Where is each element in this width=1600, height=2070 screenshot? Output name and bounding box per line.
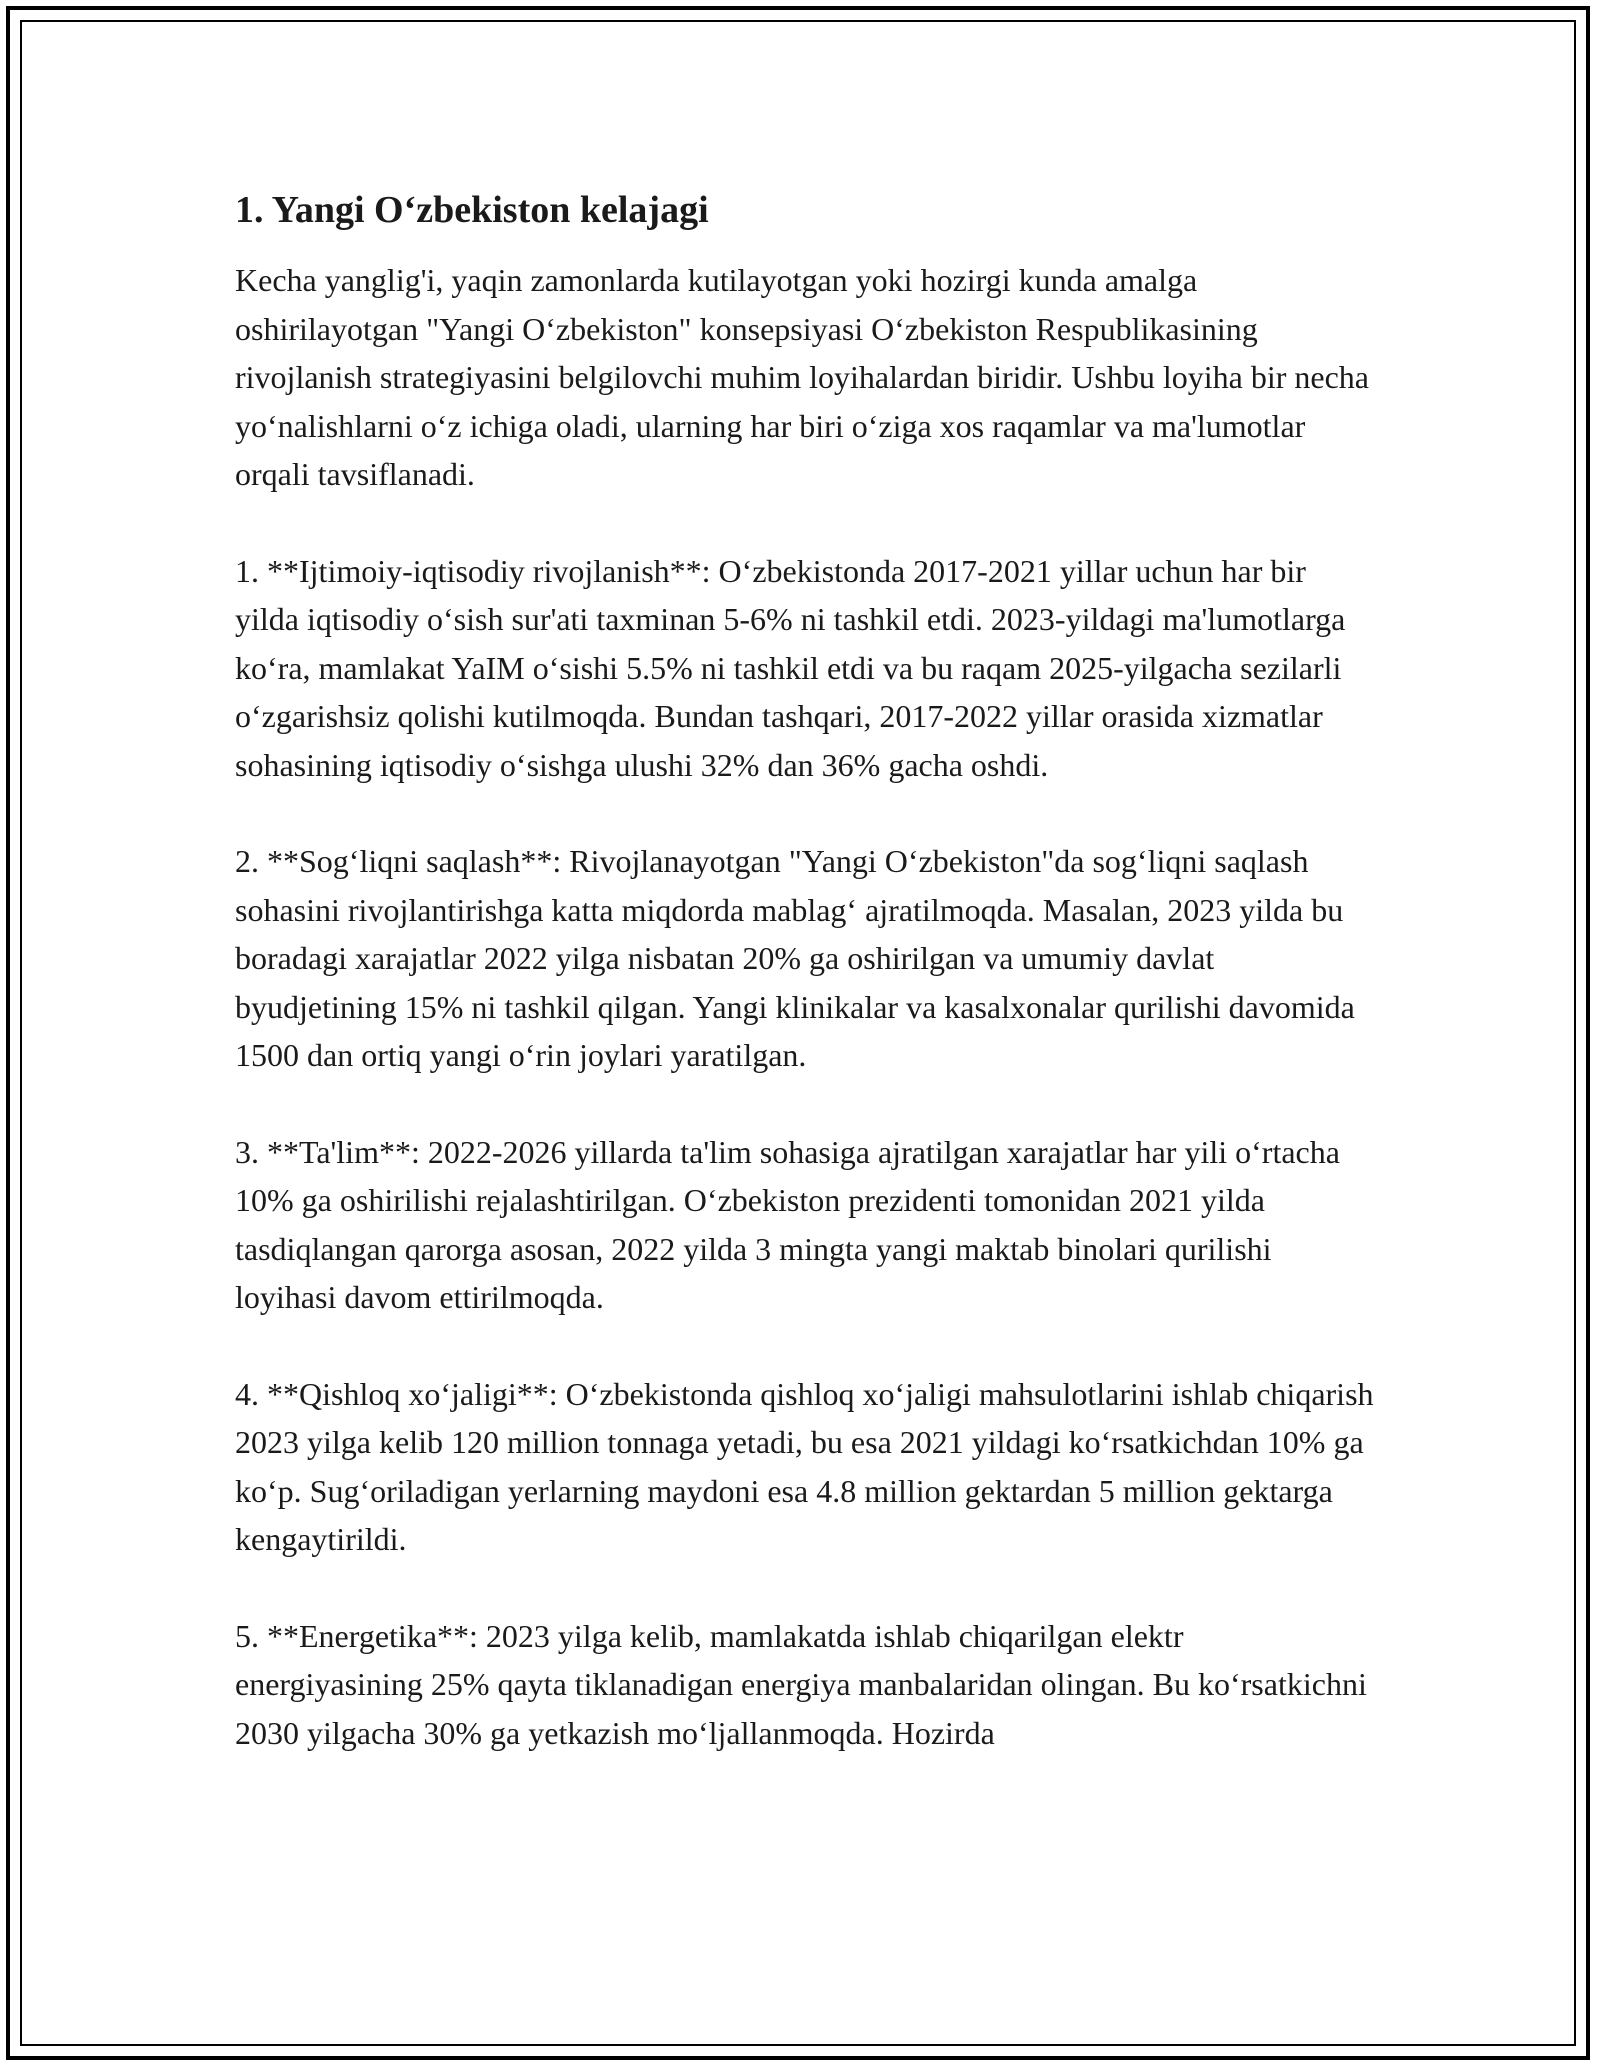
paragraph-energy: 5. **Energetika**: 2023 yilga kelib, mamlakatda ishlab chiqarilgan elektr energiyasining 25% qayta tiklanadigan energiya manbalaridan olingan. Bu ko‘rsatkichni 2030 yilgacha 30% ga yetkazish mo‘ljallanmoqda. Hozirda bbox=[235, 1617, 1367, 1751]
paragraph-healthcare: 2. **Sog‘liqni saqlash**: Rivojlanayotgan "Yangi O‘zbekiston"da sog‘liqni saqlash sohasini rivojlantirishga katta miqdorda mablag‘ ajratilmoqda. Masalan, 2023 yilda bu boradagi xarajatlar 2022 yilga nisbatan 20% ga oshirilgan va umumiy davlat byudjetining 15% ni tashkil qilgan. Yangi klinikalar va kasalxonalar qurilishi davomida 1500 dan ortiq yangi o‘rin joylari yaratilgan. bbox=[235, 843, 1355, 1073]
document-title: 1. Yangi O‘zbekiston kelajagi bbox=[235, 189, 709, 231]
paragraph-education: 3. **Ta'lim**: 2022-2026 yillarda ta'lim sohasiga ajratilgan xarajatlar har yili o‘rtacha 10% ga oshirilishi rejalashtirilgan. O‘zbekiston prezidenti tomonidan 2021 yilda tasdiqlangan qarorga asosan, 2022 yilda 3 mingta yangi maktab binolari qurilishi loyihasi davom ettirilmoqda. bbox=[235, 1133, 1340, 1315]
paragraph-socio-economic: 1. **Ijtimoiy-iqtisodiy rivojlanish**: O‘zbekistonda 2017-2021 yillar uchun har bir yilda iqtisodiy o‘sish sur'ati taxminan 5-6% ni tashkil etdi. 2023-yildagi ma'lumotlarga ko‘ra, mamlakat YaIM o‘sishi 5.5% ni tashkil etdi va bu raqam 2025-yilgacha sezilarli o‘zgarishsiz qolishi kutilmoqda. Bundan tashqari, 2017-2022 yillar orasida xizmatlar sohasining iqtisodiy o‘sishga ulushi 32% dan 36% gacha oshdi. bbox=[235, 552, 1346, 783]
document-page bbox=[235, 186, 1375, 1805]
intro-paragraph: Kecha yanglig'i, yaqin zamonlarda kutilayotgan yoki hozirgi kunda amalga oshirilayotgan "Yangi O‘zbekiston" konsepsiyasi O‘zbekiston Respublikasining rivojlanish strategiyasini belgilovchi muhim loyihalardan biridir. Ushbu loyiha bir necha yo‘nalishlarni o‘z ichiga oladi, ularning har biri o‘ziga xos raqamlar va ma'lumotlar orqali tavsiflanadi. bbox=[235, 262, 1369, 492]
paragraph-agriculture: 4. **Qishloq xo‘jaligi**: O‘zbekistonda qishloq xo‘jaligi mahsulotlarini ishlab chiqarish 2023 yilga kelib 120 million tonnaga yetadi, bu esa 2021 yildagi ko‘rsatkichdan 10% ga ko‘p. Sug‘oriladigan yerlarning maydoni esa 4.8 million gektardan 5 million gektarga kengaytirildi. bbox=[235, 1375, 1374, 1557]
